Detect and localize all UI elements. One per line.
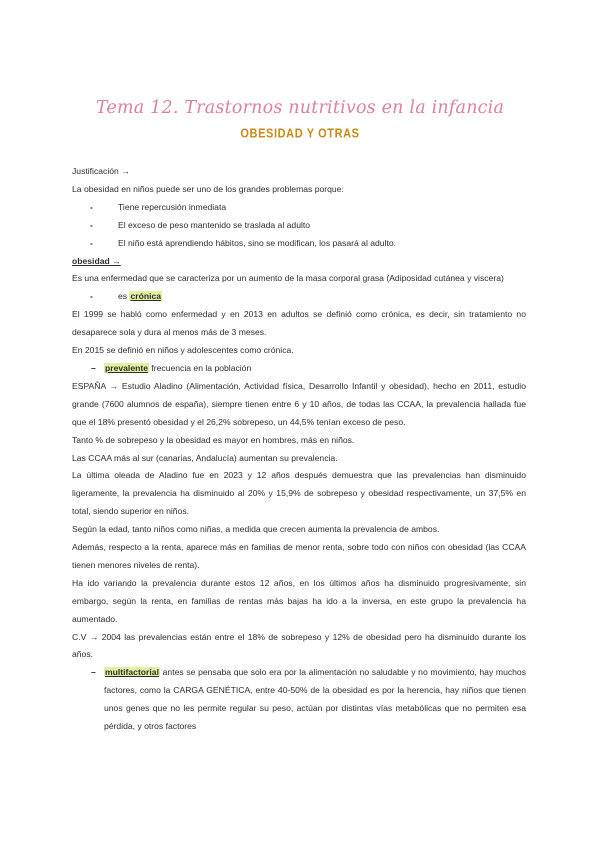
- variando-paragraph: Ha ido variando la prevalencia durante estos 12 años, en los últimos años ha disminuido progresivamente, sin embargo, según la renta, en familias de rentas más bajas ha ido a la inversa, en este grupo la prevalencia ha aumentado.: [72, 577, 526, 624]
- cronica-highlight: crónica: [130, 291, 162, 302]
- document-body: [72, 163, 526, 736]
- dash-icon: –: [91, 362, 96, 373]
- renta-paragraph: Además, respecto a la renta, aparece más en familias de menor renta, sobre todo con niños con obesidad (las CCAA tienen menores niveles de renta).: [72, 542, 526, 570]
- justificacion-line: Justificación →: [72, 166, 130, 176]
- ultima-paragraph: La última oleada de Aladino fue en 2023 y 12 años después demuestra que las prevalencias han disminuido ligeramente, la prevalencia ha disminuido al 20% y 15,9% de sobrepeso y obesidad respectivamente, un 37,5% en total, siendo superior en niños.: [72, 470, 526, 517]
- dash-icon: -: [90, 237, 93, 248]
- prevalente-desc: frecuencia en la población: [151, 362, 252, 373]
- multifactorial-highlight: multifactorial: [105, 667, 159, 678]
- reason-item: [72, 235, 526, 253]
- dash-icon: -: [90, 219, 93, 230]
- reason-text: El exceso de peso mantenido se traslada al adulto: [118, 219, 311, 230]
- espana-paragraph: ESPAÑA → Estudio Aladino (Alimentación, Actividad física, Desarrollo Infantil y obesidad), hecho en 2011, estudio grande (7600 alumnos de españa), siempre tienen entre 6 y 10 años, de todas las CCAA, la prevalencia hallada fue que el 18% presentó obesidad y el 26,2% sobrepeso, un 44,5% tenían exceso de peso.: [72, 380, 526, 427]
- obesidad-key: obesidad →: [72, 255, 121, 266]
- cv-paragraph: C.V → 2004 las prevalencias están entre el 18% de sobrepeso y 12% de obesidad pero ha disminuido durante los años.: [72, 631, 526, 660]
- tanto-paragraph: Tanto % de sobrepeso y la obesidad es mayor en hombres, más en niños.: [72, 434, 355, 445]
- cronica-item: [72, 288, 526, 306]
- cronica-paragraph-2: En 2015 se definió en niños y adolescentes como crónica.: [72, 345, 294, 356]
- prevalente-highlight: prevalente: [105, 362, 148, 373]
- dash-icon: –: [91, 667, 96, 678]
- dash-icon: -: [90, 291, 93, 302]
- reason-item: [72, 199, 526, 217]
- reason-item: [72, 217, 526, 235]
- page-title: Tema 12. Trastornos nutritivos en la infancia: [95, 98, 505, 118]
- cronica-paragraph-1: El 1999 se habló como enfermedad y en 2013 en adultos se definió como crónica, es decir, sin tratamiento no desaparece sola y dura al menos más de 3 meses.: [72, 309, 526, 338]
- multifactorial-text: antes se pensaba que solo era por la alimentación no saludable y no movimiento, hay muchos factores, como la CARGA GENÉTICA, entre 40-50% de la obesidad es por la herencia, hay niños que tienen unos genes que no les permite regular su peso, actúan por distintas vías metabólicas que no permiten esa pérdida, y otros factores: [104, 667, 527, 732]
- ccaa-paragraph: Las CCAA más al sur (canarias, Andalucía) aumentan su prevalencia.: [72, 452, 338, 463]
- intro-line: La obesidad en niños puede ser uno de los grandes problemas porque:: [72, 183, 344, 194]
- page-subtitle: OBESIDAD Y OTRAS: [240, 127, 360, 141]
- prevalente-item: [72, 360, 526, 378]
- edad-paragraph: Según la edad, tanto niños como niñas, a medida que crecen aumenta la prevalencia de ambos.: [72, 524, 440, 535]
- multifactorial-item: [72, 664, 526, 736]
- obesidad-definition: Es una enfermedad que se caracteriza por un aumento de la masa corporal grasa (Adiposidad cutánea y viscera): [72, 273, 504, 284]
- reason-text: Tiene repercusión inmediata: [118, 201, 227, 212]
- obesidad-heading: [72, 253, 526, 271]
- cronica-prefix: es: [118, 291, 128, 302]
- reason-text: El niño está aprendiendo hábitos, sino se modifican, los pasará al adulto.: [118, 237, 397, 248]
- dash-icon: -: [90, 201, 93, 212]
